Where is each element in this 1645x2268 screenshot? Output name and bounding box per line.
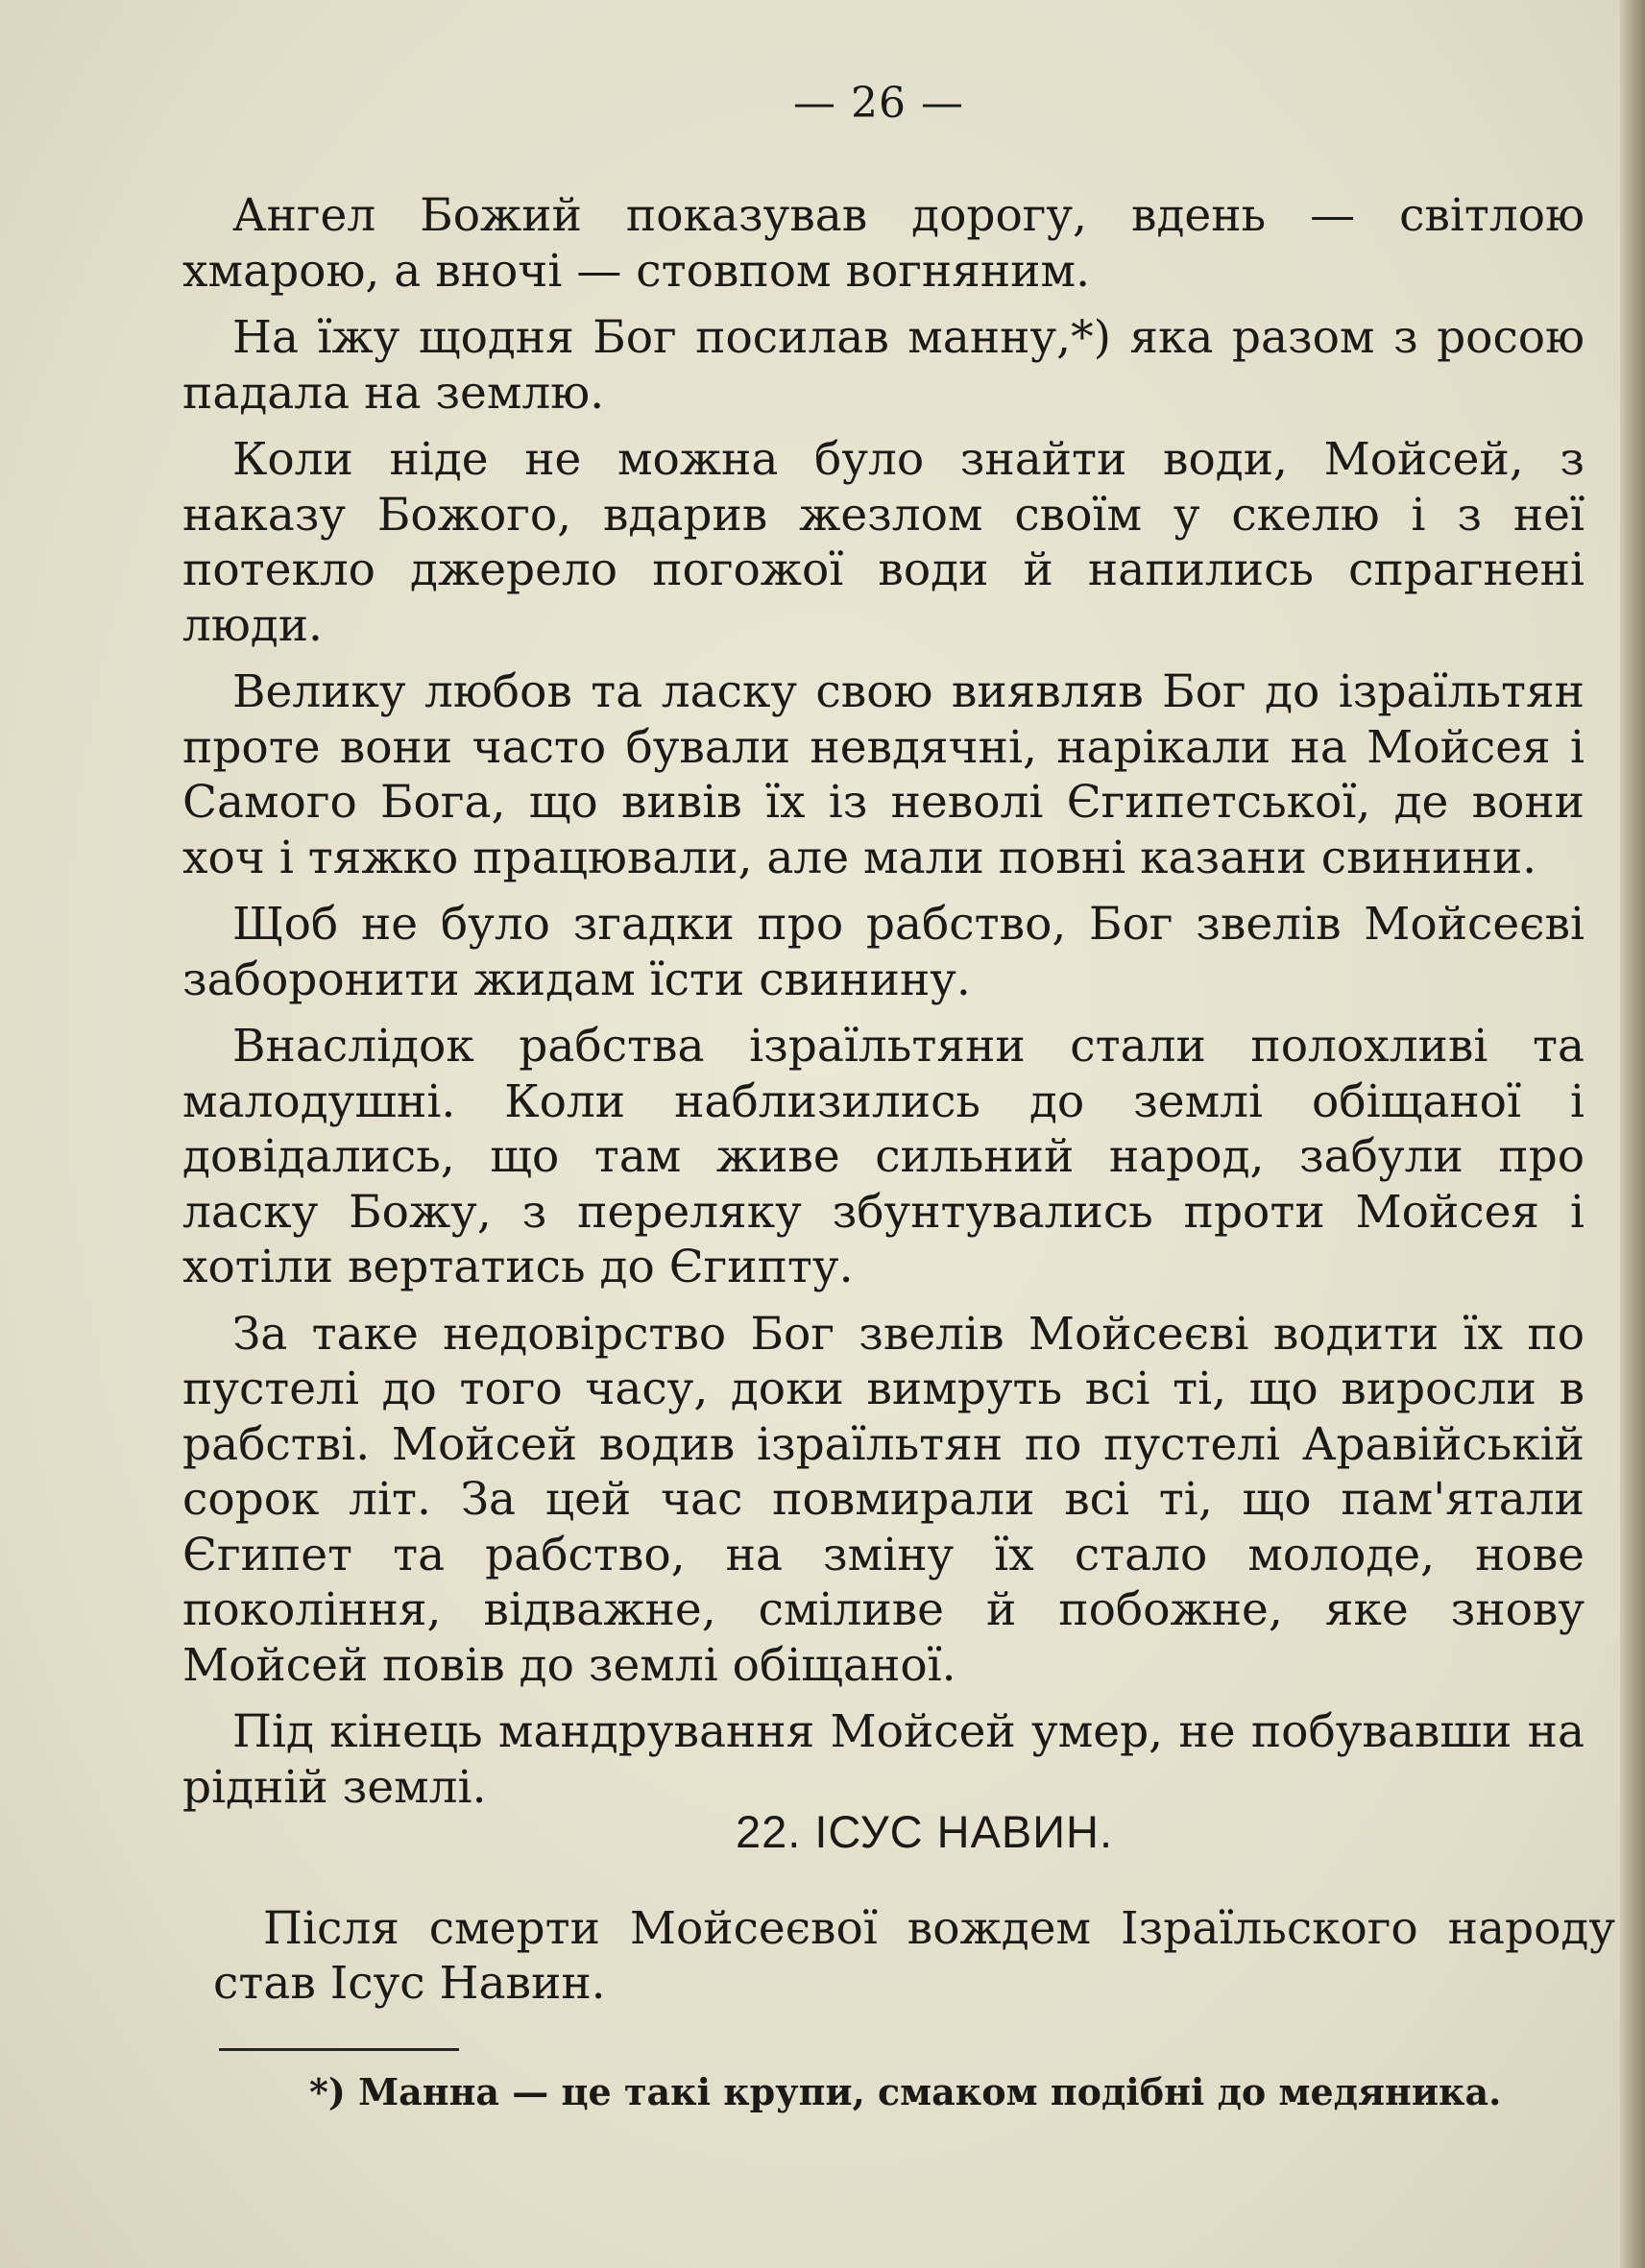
section-text: [213, 1901, 1615, 2022]
paragraph: Щоб не було згадки про рабство, Бог звелів Мойсеєві заборонити жидам їсти свинину.: [182, 898, 1585, 1006]
page-edge-shadow: [1620, 0, 1645, 2268]
body-text: [182, 188, 1585, 1826]
paragraph: Велику любов та ласку свою виявляв Бог до ізраїльтян проте вони часто бували невдячні, нарікали на Мойсея і Самого Бога, що вивів їх із неволі Єгипетської, де вони хоч і тяжко працювали, але мали повні казани свинини.: [182, 665, 1585, 884]
paragraph: За таке недовірство Бог звелів Мойсеєві водити їх по пустелі до того часу, доки вимруть всі ті, що виросли в рабстві. Мойсей водив ізраїльтян по пустелі Аравійській сорок літ. За цей час повмирали всі ті, що пам'ятали Єгипет та рабство, на зміну їх стало молоде, нове покоління, відважне, сміливе й побожне, яке знову Мойсей повів до землі обіщаної.: [182, 1307, 1585, 1692]
section-heading: 22. ІСУС НАВИН.: [735, 1806, 1114, 1857]
paragraph: Після смерти Мойсеєвої вождем Ізраїльского народу став Ісус Навин.: [213, 1902, 1615, 2010]
paragraph: Коли ніде не можна було знайти води, Мойсей, з наказу Божого, вдарив жезлом своїм у скелю і з неї потекло джерело погожої води й напились спрагнені люди.: [182, 433, 1585, 652]
paragraph: Під кінець мандрування Мойсей умер, не побувавши на рідній землі.: [182, 1705, 1585, 1814]
footnote: *) Манна — це такі крупи, смаком подібні до медяника.: [309, 2070, 1502, 2113]
page-number: — 26 —: [793, 79, 964, 128]
footnote-divider: [219, 2048, 459, 2051]
paragraph: Внаслідок рабства ізраїльтяни стали полохливі та малодушні. Коли наблизились до землі обіщаної і довідались, що там живе сильний народ, забули про ласку Божу, з переляку збунтувались проти Мойсея і хотіли вертатись до Єгипту.: [182, 1020, 1585, 1293]
paragraph: На їжу щодня Бог посилав манну,*) яка разом з росою падала на землю.: [182, 311, 1585, 420]
paragraph: Ангел Божий показував дорогу, вдень — світлою хмарою, а вночі — стовпом вогняним.: [182, 189, 1585, 298]
